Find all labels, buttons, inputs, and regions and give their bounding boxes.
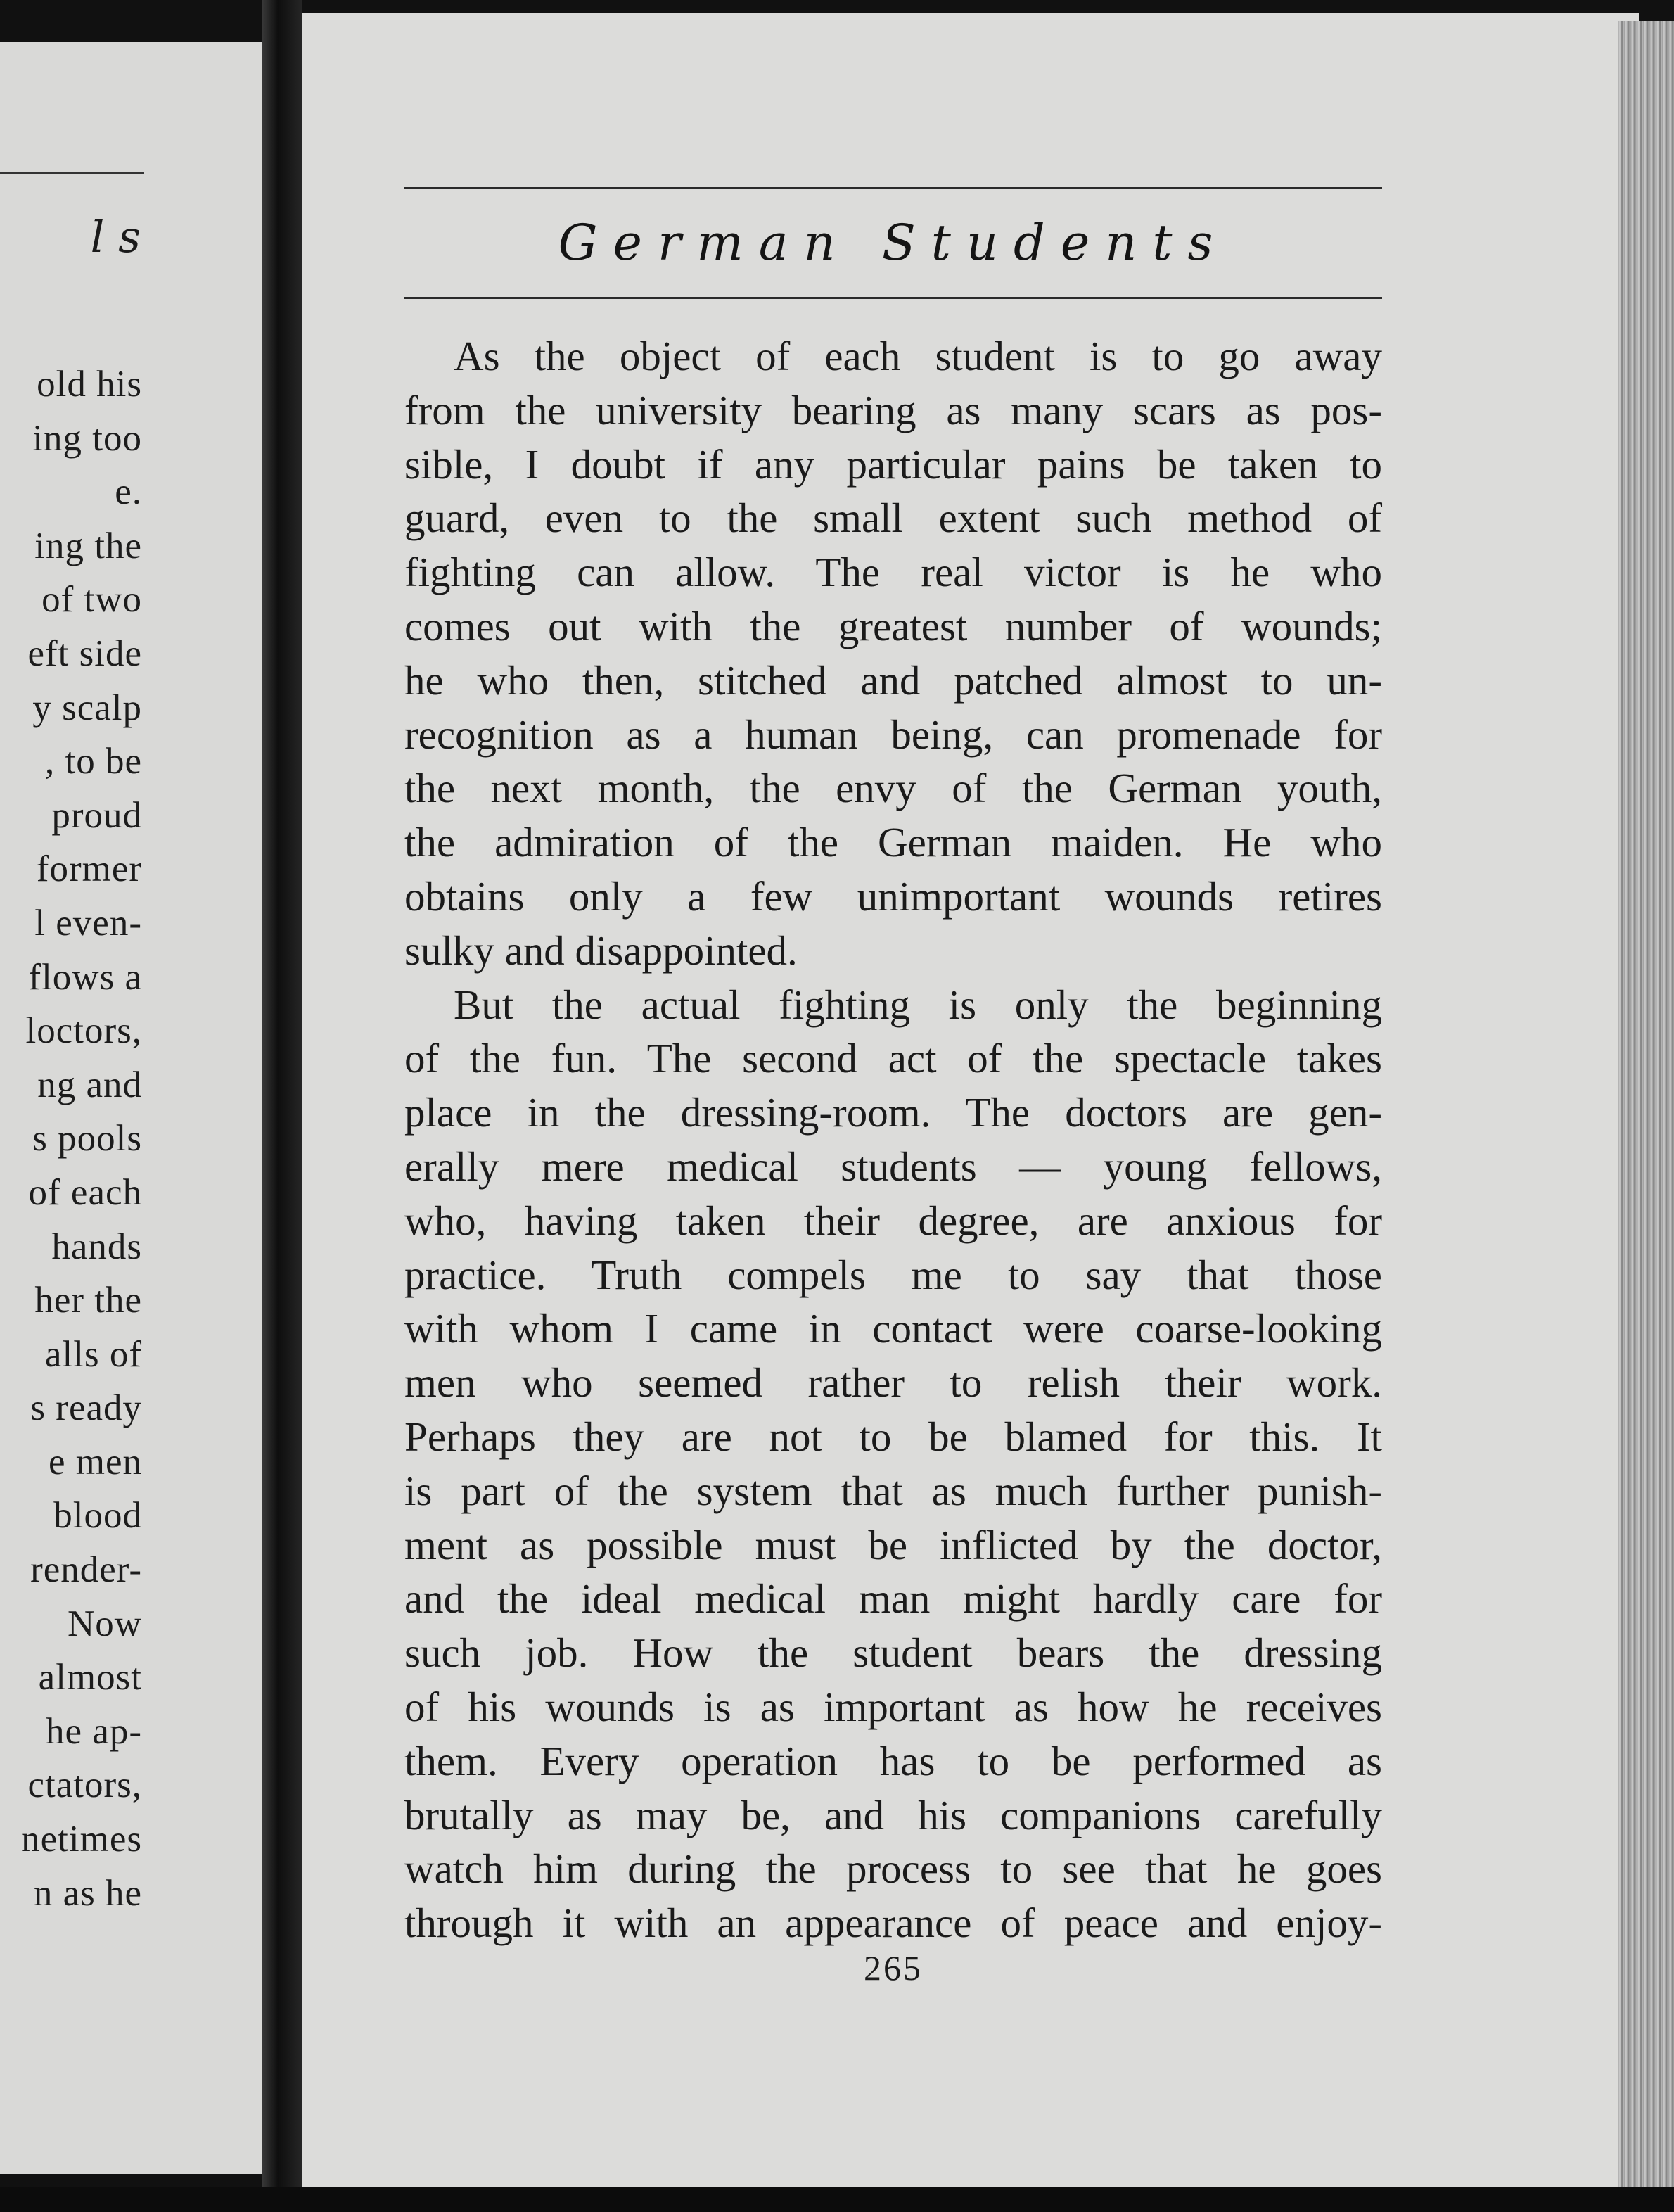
page-number: 265 xyxy=(864,1948,923,1988)
left-text-line: of two xyxy=(41,579,142,621)
left-text-column xyxy=(0,357,142,1920)
text-line: he who then, stitched and patched almost to un- xyxy=(404,656,1382,704)
text-line: with whom I came in contact were coarse-looking xyxy=(404,1305,1382,1352)
main-page xyxy=(302,13,1639,2187)
text-line: of his wounds is as important as how he receives xyxy=(404,1683,1382,1730)
text-line: men who seemed rather to relish their work. xyxy=(404,1359,1382,1406)
text-line: But the actual fighting is only the beginning xyxy=(454,981,1382,1028)
left-text-line: s pools xyxy=(32,1118,142,1159)
left-text-line: old his xyxy=(37,364,142,405)
text-line: Perhaps they are not to be blamed for this. It xyxy=(404,1413,1382,1460)
text-line: ment as possible must be inflicted by the doctor, xyxy=(404,1521,1382,1568)
left-text-line: y scalp xyxy=(32,687,142,728)
left-text-line: of each xyxy=(28,1171,142,1213)
running-head: German Students xyxy=(558,214,1229,272)
text-line: and the ideal medical man might hardly care for xyxy=(404,1575,1382,1622)
body-text xyxy=(404,329,1382,1950)
left-text-line: , to be xyxy=(45,741,142,782)
left-text-line: former xyxy=(36,848,142,890)
header-rule-bottom xyxy=(404,297,1382,299)
header-rule-top xyxy=(404,187,1382,189)
text-line: the next month, the envy of the German youth, xyxy=(404,765,1382,812)
left-text-line: loctors, xyxy=(25,1010,142,1052)
text-line: from the university bearing as many scars as pos- xyxy=(404,386,1382,433)
left-running-head: l s xyxy=(90,211,141,262)
text-line: fighting can allow. The real victor is he who xyxy=(404,549,1382,596)
left-text-line: proud xyxy=(51,794,142,836)
scan-border xyxy=(0,2187,1674,2212)
text-line: practice. Truth compels me to say that those xyxy=(404,1251,1382,1298)
left-text-line: e. xyxy=(115,471,142,513)
text-line: the admiration of the German maiden. He who xyxy=(404,819,1382,866)
text-line: such job. How the student bears the dressing xyxy=(404,1629,1382,1677)
left-text-line: eft side xyxy=(27,633,142,674)
text-line: of the fun. The second act of the spectacle takes xyxy=(404,1035,1382,1082)
left-text-line: n as he xyxy=(33,1872,142,1914)
left-text-line: hands xyxy=(51,1226,142,1267)
text-line: is part of the system that as much further punish- xyxy=(404,1467,1382,1514)
left-text-line: Now xyxy=(67,1603,142,1644)
left-text-line: render- xyxy=(30,1549,142,1591)
page-stack-edges xyxy=(1618,21,1674,2188)
text-line: who, having taken their degree, are anxious for xyxy=(404,1197,1382,1244)
text-line: through it with an appearance of peace and enjoy- xyxy=(404,1900,1382,1947)
left-text-line: l even- xyxy=(34,902,142,943)
left-text-line: almost xyxy=(38,1657,142,1698)
left-text-line: ctators, xyxy=(27,1765,142,1806)
text-line: erally mere medical students — young fellows, xyxy=(404,1143,1382,1190)
left-text-line: s ready xyxy=(30,1387,142,1429)
text-line: sible, I doubt if any particular pains be taken to xyxy=(404,440,1382,488)
text-line: comes out with the greatest number of wounds; xyxy=(404,602,1382,649)
text-line: them. Every operation has to be performed as xyxy=(404,1737,1382,1784)
left-text-line: netimes xyxy=(21,1819,142,1860)
left-text-line: her the xyxy=(34,1280,142,1321)
text-line: watch him during the process to see that he goes xyxy=(404,1845,1382,1893)
left-page-fragment xyxy=(0,42,262,2174)
book-gutter xyxy=(262,0,302,2212)
text-line: obtains only a few unimportant wounds retires xyxy=(404,872,1382,920)
left-text-line: alls of xyxy=(45,1333,142,1375)
left-header-rule xyxy=(0,172,144,174)
left-text-line: flows a xyxy=(28,956,142,998)
text-line: place in the dressing-room. The doctors are gen- xyxy=(404,1089,1382,1136)
text-line: guard, even to the small extent such method of xyxy=(404,495,1382,542)
text-line: sulky and disappointed. xyxy=(404,927,798,974)
left-text-line: ing too xyxy=(32,417,142,459)
left-text-line: he ap- xyxy=(46,1710,142,1752)
left-text-line: ing the xyxy=(34,525,142,566)
text-line: recognition as a human being, can promenade for xyxy=(404,711,1382,758)
left-text-line: ng and xyxy=(37,1064,142,1105)
text-line: brutally as may be, and his companions carefully xyxy=(404,1791,1382,1838)
text-line: As the object of each student is to go away xyxy=(454,333,1382,379)
left-text-line: e men xyxy=(48,1441,142,1482)
left-text-line: blood xyxy=(53,1495,142,1537)
